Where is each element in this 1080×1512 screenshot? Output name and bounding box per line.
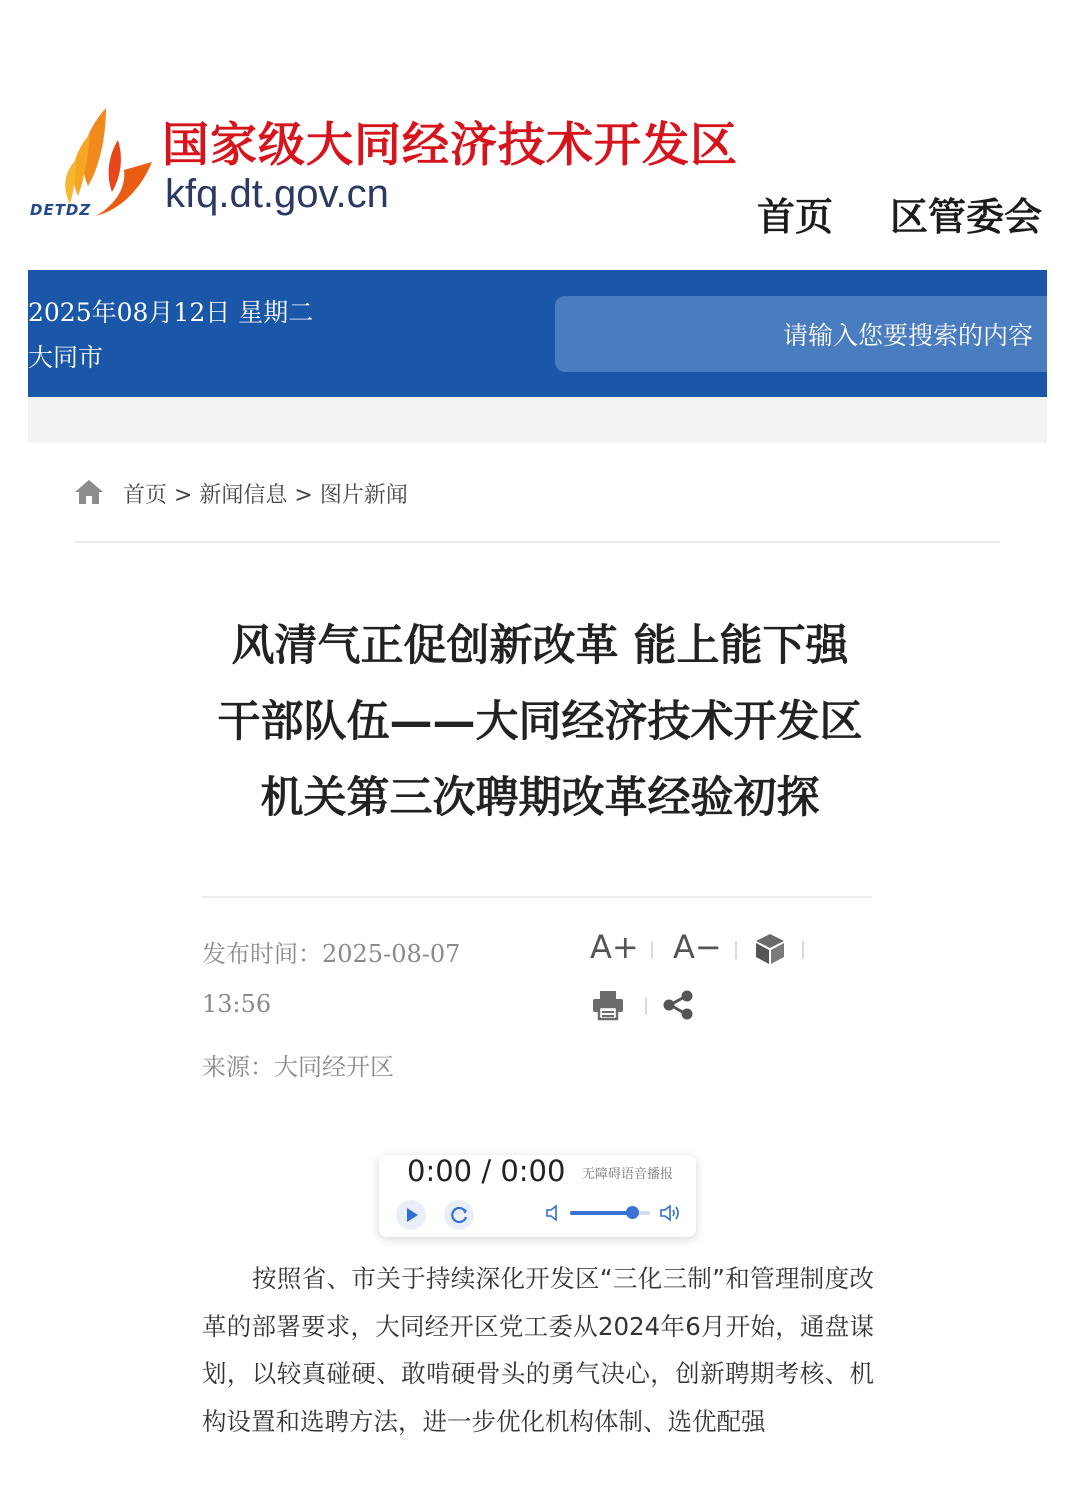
font-increase-button[interactable]: A+ bbox=[590, 928, 639, 966]
tool-separator bbox=[802, 941, 804, 959]
volume-low-icon[interactable] bbox=[545, 1204, 561, 1222]
current-date: 2025年08月12日 星期二 bbox=[28, 298, 314, 327]
font-decrease-button[interactable]: A− bbox=[673, 928, 722, 966]
site-title[interactable]: 国家级大同经济技术开发区 bbox=[162, 118, 738, 173]
publish-date: 2025-08-07 bbox=[322, 940, 461, 968]
publish-label: 发布时间： bbox=[202, 940, 322, 968]
tool-separator bbox=[735, 941, 737, 959]
volume-high-icon[interactable] bbox=[660, 1203, 682, 1223]
article-title-line: 干部队伍——大同经济技术开发区 bbox=[217, 697, 863, 747]
home-icon[interactable] bbox=[74, 478, 104, 506]
title-divider bbox=[202, 896, 872, 898]
header-divider-strip bbox=[28, 397, 1047, 443]
replay-icon bbox=[444, 1200, 474, 1230]
nav-item-home[interactable]: 首页 bbox=[757, 195, 834, 239]
tool-separator bbox=[645, 997, 647, 1015]
breadcrumb-divider bbox=[75, 541, 1000, 543]
replay-button[interactable] bbox=[444, 1200, 474, 1230]
article-title-line: 机关第三次聘期改革经验初探 bbox=[260, 773, 820, 823]
volume-slider-fill bbox=[570, 1211, 632, 1215]
printer-icon[interactable] bbox=[592, 989, 624, 1021]
volume-slider-thumb[interactable] bbox=[626, 1206, 639, 1219]
breadcrumb[interactable]: 首页 > 新闻信息 > 图片新闻 bbox=[123, 483, 408, 508]
publish-info bbox=[202, 934, 460, 969]
search-input[interactable] bbox=[555, 296, 1047, 372]
play-button[interactable] bbox=[396, 1200, 426, 1230]
tool-separator bbox=[651, 941, 653, 959]
nav-item-admin-committee[interactable]: 区管委会 bbox=[890, 195, 1043, 239]
search-placeholder: 请输入您要搜索的内容 bbox=[782, 321, 1033, 350]
article-title-line: 风清气正促创新改革 能上能下强 bbox=[231, 621, 849, 671]
source-info bbox=[202, 1047, 394, 1082]
site-domain: kfq.dt.gov.cn bbox=[165, 172, 389, 216]
audio-time-display: 0:00 / 0:00 bbox=[407, 1154, 566, 1188]
share-icon[interactable] bbox=[662, 990, 694, 1020]
source-label: 来源： bbox=[202, 1053, 274, 1081]
source-value: 大同经开区 bbox=[274, 1053, 394, 1081]
publish-time: 13:56 bbox=[202, 990, 272, 1018]
current-city: 大同市 bbox=[28, 343, 104, 372]
cube-icon[interactable] bbox=[754, 932, 786, 966]
article-title bbox=[150, 608, 930, 836]
article-body-paragraph: 按照省、市关于持续深化开发区“三化三制”和管理制度改革的部署要求，大同经开区党工委从2024年6月开始，通盘谋划，以较真碰硬、敢啃硬骨头的勇气决心，创新聘期考核、机构设置和选聘方法，进一步优化机构体制、选优配强 bbox=[202, 1264, 874, 1436]
audio-player-label: 无障碍语音播报 bbox=[582, 1167, 674, 1182]
logo-brand-text: DETDZ bbox=[30, 201, 92, 219]
play-icon bbox=[396, 1200, 426, 1230]
